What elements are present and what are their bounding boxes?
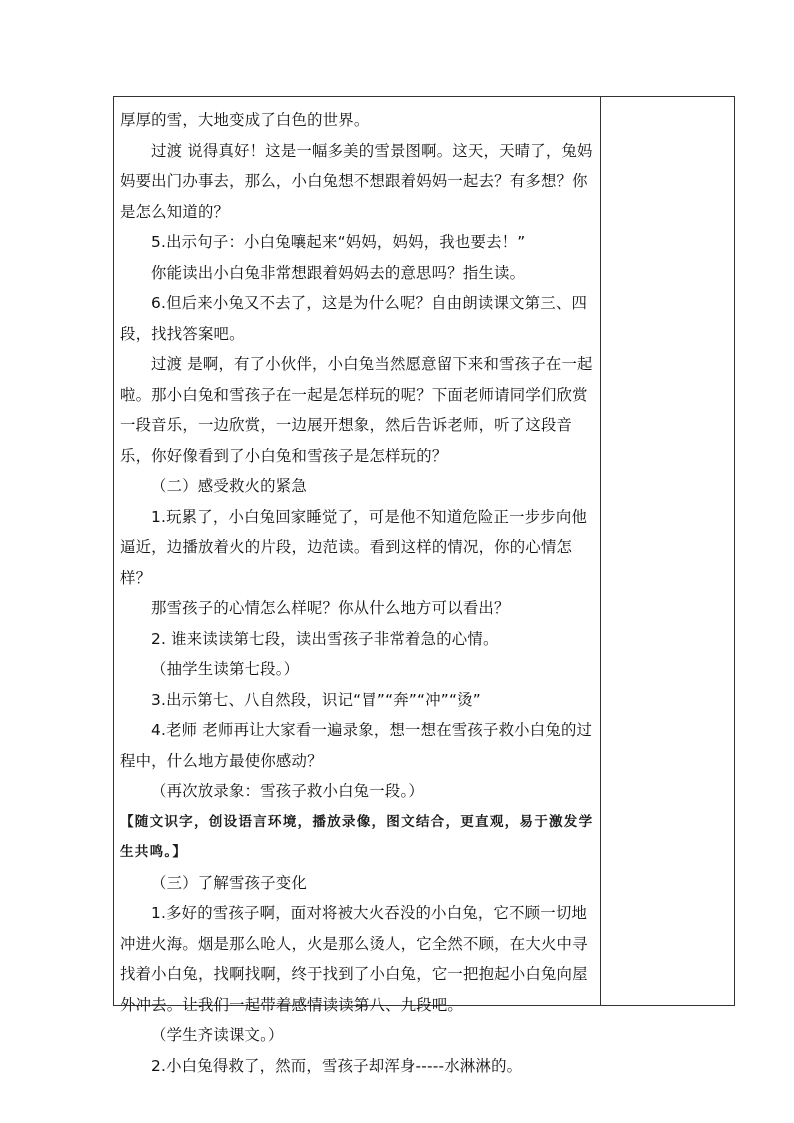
paragraph-17: 1.多好的雪孩子啊，面对将被大火吞没的小白兔，它不顾一切地冲进火海。烟是那么呛人，火是那么烫人，它全然不顾，在大火中寻找着小白兔，找啊找啊，终于找到了小白兔，它一把抱起小白兔向屋外冲去。让我们一起带着感情读读第八、九段吧。 [120,904,588,1014]
paragraph-11: （抽学生读第七段。） [151,660,300,678]
paragraph-14: （再次放录象：雪孩子救小白兔一段。） [151,782,424,800]
paragraph-13: 4.老师 老师再让大家看一遍录象，想一想在雪孩子救小白兔的过程中，什么地方最使你感动？ [120,721,593,770]
paragraph-8: 1.玩累了，小白兔回家睡觉了，可是他不知道危险正一步步向他逼近，边播放着火的片段，边范读。看到这样的情况，你的心情怎样？ [120,507,588,587]
paragraph-18: （学生齐读课文。） [151,1026,284,1044]
paragraph-6: 过渡 是啊，有了小伙伴，小白兔当然愿意留下来和雪孩子在一起啦。那小白兔和雪孩子在一起是怎样玩的呢？下面老师请同学们欣赏一段音乐，一边欣赏，一边展开想象，然后告诉老师，听了这段音乐，你好像看到了小白兔和雪孩子是怎样玩的？ [120,355,593,465]
paragraph-1: 厚厚的雪，大地变成了白色的世界。 [120,111,370,129]
paragraph-10: 2. 谁来读读第七段，读出雪孩子非常着急的心情。 [151,629,499,648]
paragraph-2: 过渡 说得真好！这是一幅多美的雪景图啊。这天，天晴了，兔妈妈要出门办事去，那么，小白兔想不想跟着妈妈一起去？有多想？你是怎么知道的？ [120,141,593,221]
section-heading-3: （三）了解雪孩子变化 [151,873,307,892]
paragraph-12: 3.出示第七、八自然段，识记“冒”“奔”“冲”“烫” [151,690,481,709]
paragraph-5: 6.但后来小兔又不去了，这是为什么呢？自由朗读课文第三、四段，找找答案吧。 [120,294,588,343]
paragraph-9: 那雪孩子的心情怎么样呢？你从什么地方可以看出？ [151,599,510,617]
teaching-note: 【随文识字，创设语言环境，播放录像，图文结合，更直观，易于激发学生共鸣。】 [120,813,594,860]
paragraph-3: 5.出示句子：小白兔嚷起来“妈妈，妈妈，我也要去！” [151,233,526,251]
paragraph-19: 2.小白兔得救了，然而，雪孩子却浑身-----水淋淋的。 [151,1056,523,1075]
notes-column-cell [601,97,734,1005]
lesson-table [113,96,735,1075]
section-heading-2: （二）感受救火的紧急 [151,477,307,495]
paragraph-4: 你能读出小白兔非常想跟着妈妈去的意思吗？指生读。 [151,263,526,282]
lesson-content-cell [114,97,600,1075]
